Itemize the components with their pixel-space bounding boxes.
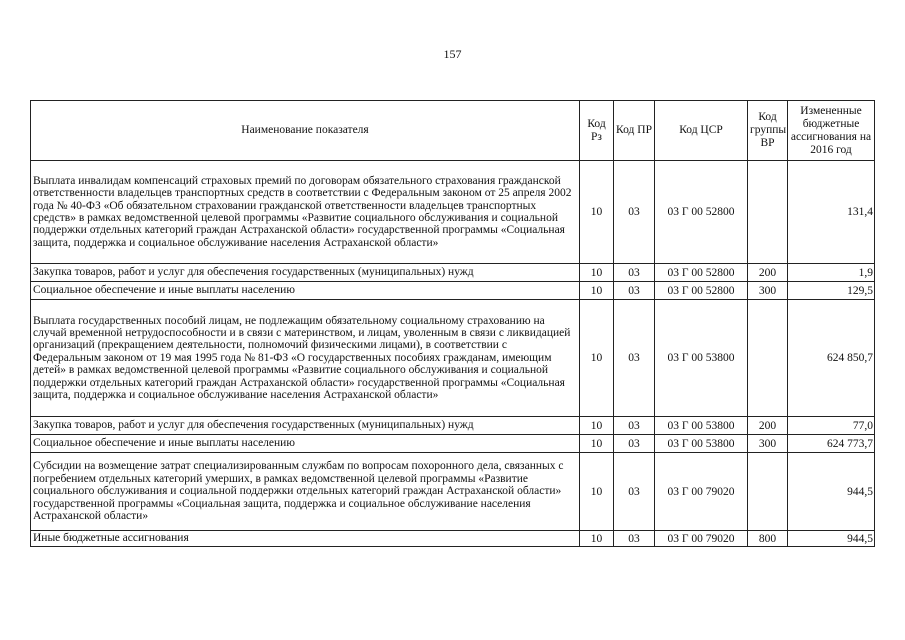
cell-pr: 03 [614, 282, 655, 300]
header-name: Наименование показателя [31, 101, 580, 161]
cell-vr: 800 [748, 531, 788, 547]
cell-vr [748, 453, 788, 531]
table-header-row [31, 101, 875, 161]
cell-csr: 03 Г 00 52800 [655, 161, 748, 264]
cell-amount: 624 850,7 [788, 300, 875, 417]
table-row [31, 417, 875, 435]
cell-amount: 944,5 [788, 531, 875, 547]
cell-name: Субсидии на возмещение затрат специализированным службам по вопросам похоронного дела, связанных с погребением отдельных категорий умерших, в рамках ведомственной целевой программы «Развитие социального обслуживания и социальной поддержки отдельных категорий граждан Астраханской области» государственной программы «Социальная защита, поддержка и социальное обслуживание населения Астраханской области» [31, 453, 580, 531]
cell-rz: 10 [580, 531, 614, 547]
cell-amount: 77,0 [788, 417, 875, 435]
cell-rz: 10 [580, 435, 614, 453]
header-amount: Измененные бюджетные ассигнования на 2016 год [788, 101, 875, 161]
cell-pr: 03 [614, 453, 655, 531]
header-pr: Код ПР [614, 101, 655, 161]
cell-pr: 03 [614, 417, 655, 435]
table-row [31, 282, 875, 300]
cell-vr: 300 [748, 435, 788, 453]
cell-name: Выплата инвалидам компенсаций страховых премий по договорам обязательного страхования гражданской ответственности владельцев транспортных средств в соответствии с Федеральным законом от 25 апреля 2002 года № 40-ФЗ «Об обязательном страховании гражданской ответственности владельцев транспортных средств» в рамках ведомственной целевой программы «Развитие социального обслуживания и социальной поддержки отдельных категорий граждан Астраханской области» государственной программы «Социальная защита, поддержка и социальное обслуживание населения Астраханской области» [31, 161, 580, 264]
cell-amount: 944,5 [788, 453, 875, 531]
cell-amount: 129,5 [788, 282, 875, 300]
cell-rz: 10 [580, 453, 614, 531]
header-csr: Код ЦСР [655, 101, 748, 161]
cell-rz: 10 [580, 264, 614, 282]
header-rz: Код Рз [580, 101, 614, 161]
cell-pr: 03 [614, 531, 655, 547]
cell-amount: 1,9 [788, 264, 875, 282]
cell-csr: 03 Г 00 52800 [655, 282, 748, 300]
cell-pr: 03 [614, 435, 655, 453]
budget-table [30, 100, 875, 547]
table-row [31, 264, 875, 282]
cell-vr: 200 [748, 264, 788, 282]
cell-vr: 300 [748, 282, 788, 300]
table-row [31, 453, 875, 531]
cell-csr: 03 Г 00 79020 [655, 531, 748, 547]
cell-rz: 10 [580, 161, 614, 264]
cell-amount: 131,4 [788, 161, 875, 264]
cell-rz: 10 [580, 282, 614, 300]
cell-rz: 10 [580, 417, 614, 435]
cell-pr: 03 [614, 161, 655, 264]
cell-vr [748, 161, 788, 264]
cell-name: Социальное обеспечение и иные выплаты населению [31, 282, 580, 300]
table-row [31, 435, 875, 453]
table-row [31, 300, 875, 417]
cell-vr: 200 [748, 417, 788, 435]
cell-name: Выплата государственных пособий лицам, не подлежащим обязательному социальному страхованию на случай временной нетрудоспособности и в связи с материнством, и лицам, уволенным в связи с ликвидацией организаций (прекращением деятельности, полномочий физическими лицами), в соответствии с Федеральным законом от 19 мая 1995 года № 81-ФЗ «О государственных пособиях гражданам, имеющим детей» в рамках ведомственной целевой программы «Развитие социального обслуживания и социальной поддержки отдельных категорий граждан Астраханской области» государственной программы «Социальная защита, поддержка и социальное обслуживание населения Астраханской области» [31, 300, 580, 417]
cell-rz: 10 [580, 300, 614, 417]
table-row [31, 531, 875, 547]
cell-pr: 03 [614, 264, 655, 282]
table-row [31, 161, 875, 264]
cell-pr: 03 [614, 300, 655, 417]
header-vr: Код группы ВР [748, 101, 788, 161]
cell-name: Закупка товаров, работ и услуг для обеспечения государственных (муниципальных) нужд [31, 264, 580, 282]
cell-csr: 03 Г 00 53800 [655, 417, 748, 435]
cell-name: Социальное обеспечение и иные выплаты населению [31, 435, 580, 453]
cell-csr: 03 Г 00 53800 [655, 435, 748, 453]
cell-csr: 03 Г 00 52800 [655, 264, 748, 282]
cell-amount: 624 773,7 [788, 435, 875, 453]
cell-vr [748, 300, 788, 417]
page-number: 157 [443, 47, 462, 61]
cell-csr: 03 Г 00 53800 [655, 300, 748, 417]
cell-name: Иные бюджетные ассигнования [31, 531, 580, 547]
cell-name: Закупка товаров, работ и услуг для обеспечения государственных (муниципальных) нужд [31, 417, 580, 435]
cell-csr: 03 Г 00 79020 [655, 453, 748, 531]
